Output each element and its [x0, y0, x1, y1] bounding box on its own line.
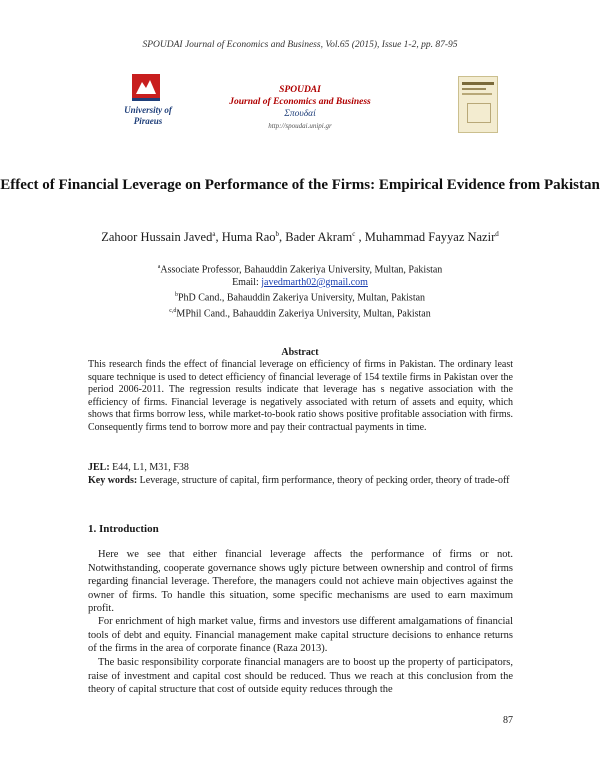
- journal-greek-name: Σπουδαί: [284, 109, 316, 119]
- body-paragraph: The basic responsibility corporate financial managers are to boost up the property of participators, raise of investment and capital cost should be reduced. Thus we reach at this conclusion from the theory of capital structure that cost of outside equity reduces through the: [88, 657, 513, 695]
- jel-codes: JEL: E44, L1, M31, F38: [88, 462, 189, 473]
- author-name: Bader Akram: [285, 230, 353, 244]
- email-link[interactable]: javedmarth02@gmail.com: [261, 276, 368, 288]
- author-sup: b: [275, 229, 279, 238]
- journal-name: SPOUDAI: [279, 85, 321, 95]
- body-paragraph: For enrichment of high market value, firms and investors use different amalgamations of financial tools of debt and equity. Financial management make capital structure decisions to enhance returns of the firms in the area of corporate finance (Raza 2013).: [88, 616, 513, 654]
- author-list: Zahoor Hussain Javed$^a$, Huma Rao$^b$, Bader Akram$^c$ , Muhammad Fayyaz Nazir$^d$: [101, 229, 499, 244]
- journal-subtitle: Journal of Economics and Business: [229, 97, 371, 107]
- journal-masthead: [220, 84, 380, 132]
- university-logo-icon: [126, 72, 166, 102]
- affiliation-a: $^a$Associate Professor, Bahauddin Zakeriya University, Multan, Pakistan: [157, 264, 443, 276]
- affiliation-b: $^b$PhD Cand., Bahauddin Zakeriya University, Multan, Pakistan: [174, 292, 426, 304]
- journal-url: http://spoudai.unipi.gr: [268, 122, 332, 130]
- section-heading: 1. Introduction: [88, 523, 159, 535]
- journal-citation-header: SPOUDAI Journal of Economics and Business, Vol.65 (2015), Issue 1-2, pp. 87-95: [142, 40, 458, 50]
- author-name: Zahoor Hussain Javed: [101, 230, 213, 244]
- abstract-heading: Abstract: [281, 347, 319, 358]
- abstract-text: This research finds the effect of financial leverage on efficiency of firms in Pakistan. The ordinary least square technique is used to detect efficiency of financial leverage of 154 textile firms in Pakistan over the period 2006-2011. The regression results indicate that leverage has s negative association with the efficiency of firms. Financial leverage is negatively associated with return of assets and equity, which shows that firms borrow less, while market-to-book ratio shows positive profitable association with firms. Consequently firms tend to borrow more and pay their contractual payments in time.: [88, 359, 513, 433]
- page-number: 87: [503, 715, 513, 726]
- journal-cover-thumbnail: [458, 76, 498, 133]
- author-sup: a: [212, 229, 216, 238]
- body-paragraph: Here we see that either financial leverage affects the performance of firms or not. Notwithstanding, cooperate governance shows ugly picture between ownership and control of firms regarding financial leverage. Therefore, the managers could not achieve main objectives against the owner of firms. To handle this situation, some specific mechanisms are used to earn maximum profit.: [88, 549, 513, 614]
- author-name: Huma Rao: [221, 230, 276, 244]
- author-sup: c: [352, 229, 356, 238]
- university-name: University of Piraeus: [124, 105, 172, 126]
- paper-title: Effect of Financial Leverage on Performance of the Firms: Empirical Evidence from Pakistan: [0, 177, 600, 193]
- keywords: Key words: Leverage, structure of capital, firm performance, theory of pecking order, theory of trade-off: [88, 475, 510, 486]
- affiliation-cd: $^{c,d}$MPhil Cand., Bahauddin Zakeriya University, Multan, Pakistan: [169, 308, 431, 320]
- author-sup: d: [495, 229, 499, 238]
- author-name: Muhammad Fayyaz Nazir: [364, 230, 496, 244]
- affiliations: [0, 261, 600, 321]
- affiliation-email: Email: javedmarth02@gmail.com: [232, 276, 368, 288]
